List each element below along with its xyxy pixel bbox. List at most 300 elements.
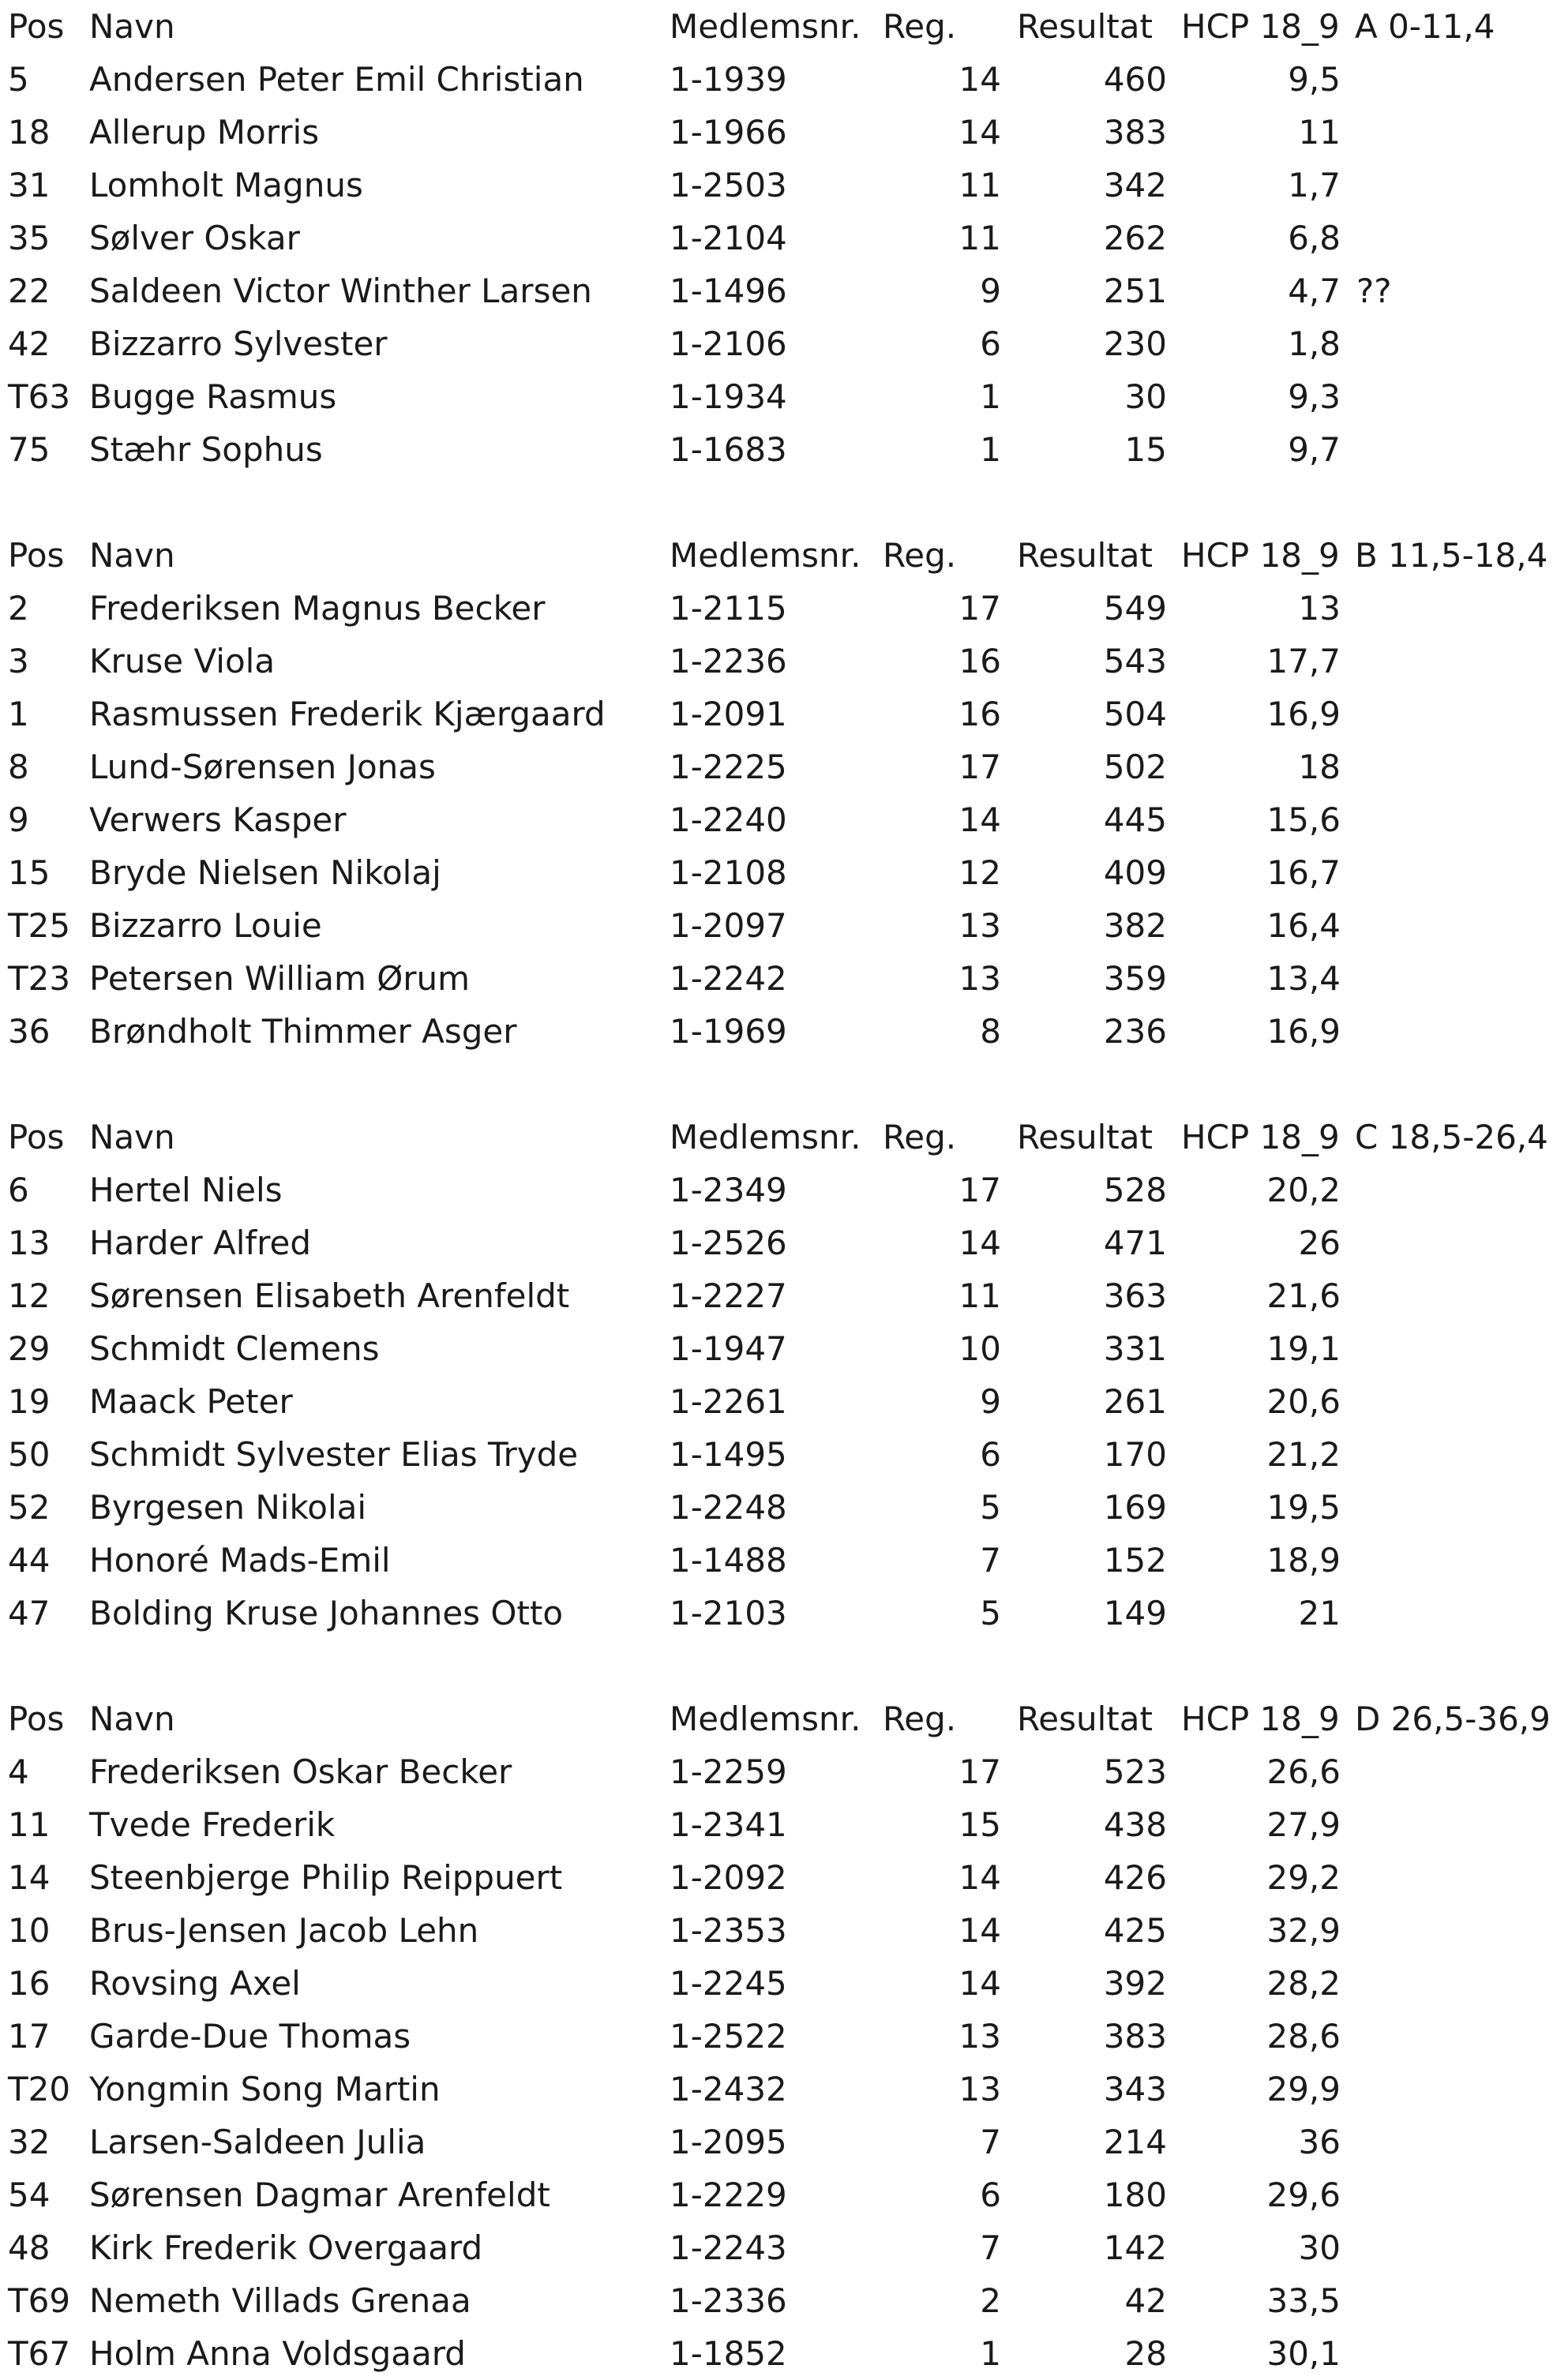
name-cell: Brus-Jensen Jacob Lehn (89, 1911, 479, 1950)
member-cell: 1-2091 (670, 695, 787, 733)
table-row (0, 423, 1553, 476)
result-cell: 383 (1103, 2017, 1167, 2056)
table-row (0, 53, 1553, 106)
result-cell: 142 (1103, 2228, 1167, 2267)
pos-cell: 47 (8, 1594, 51, 1632)
pos-cell: T69 (8, 2281, 71, 2320)
header-member: Medlemsnr. (670, 7, 861, 46)
reg-cell: 17 (958, 1752, 1001, 1791)
reg-cell: 11 (958, 1276, 1001, 1315)
result-cell: 342 (1103, 166, 1167, 204)
name-cell: Kruse Viola (89, 642, 276, 680)
table-row (0, 1904, 1553, 1957)
table-row (0, 212, 1553, 264)
hcp-cell: 26 (1298, 1224, 1341, 1262)
member-cell: 1-2242 (670, 959, 787, 998)
header-reg: Reg. (883, 1700, 957, 1738)
table-row (0, 2010, 1553, 2063)
table-row (0, 1481, 1553, 1534)
member-cell: 1-2115 (670, 589, 787, 628)
note-cell: ?? (1356, 272, 1392, 310)
pos-cell: 5 (8, 60, 29, 99)
member-cell: 1-2349 (670, 1171, 787, 1209)
name-cell: Frederiksen Oskar Becker (89, 1752, 512, 1791)
table-row (0, 2063, 1553, 2116)
member-cell: 1-2092 (670, 1858, 787, 1897)
header-result: Resultat (1017, 536, 1153, 575)
pos-cell: T67 (8, 2334, 71, 2373)
reg-cell: 7 (980, 2228, 1001, 2267)
result-cell: 251 (1103, 272, 1167, 310)
pos-cell: 52 (8, 1488, 51, 1527)
name-cell: Lomholt Magnus (89, 166, 363, 204)
table-row (0, 1269, 1553, 1322)
hcp-cell: 19,5 (1266, 1488, 1341, 1527)
header-row (0, 1692, 1553, 1745)
result-cell: 363 (1103, 1276, 1167, 1315)
result-cell: 236 (1103, 1012, 1167, 1051)
member-cell: 1-1496 (670, 272, 787, 310)
table-row (0, 1164, 1553, 1216)
header-hcp: HCP 18_9 (1181, 7, 1340, 46)
table-row (0, 582, 1553, 635)
header-reg: Reg. (883, 7, 957, 46)
reg-cell: 11 (958, 219, 1001, 257)
name-cell: Petersen William Ørum (89, 959, 471, 998)
reg-cell: 11 (958, 166, 1001, 204)
hcp-cell: 20,6 (1266, 1382, 1341, 1421)
reg-cell: 17 (958, 1171, 1001, 1209)
reg-cell: 14 (958, 60, 1001, 99)
hcp-cell: 17,7 (1266, 642, 1341, 680)
hcp-cell: 26,6 (1266, 1752, 1341, 1791)
name-cell: Bugge Rasmus (89, 377, 337, 416)
result-cell: 149 (1103, 1594, 1167, 1632)
hcp-cell: 28,6 (1266, 2017, 1341, 2056)
member-cell: 1-1934 (670, 377, 787, 416)
reg-cell: 16 (958, 695, 1001, 733)
table-row (0, 2116, 1553, 2168)
pos-cell: 9 (8, 800, 29, 839)
result-cell: 528 (1103, 1171, 1167, 1209)
hcp-cell: 36 (1298, 2123, 1341, 2161)
member-cell: 1-1966 (670, 113, 787, 152)
hcp-cell: 18 (1298, 748, 1341, 786)
result-cell: 180 (1103, 2176, 1167, 2214)
result-cell: 543 (1103, 642, 1167, 680)
member-cell: 1-2522 (670, 2017, 787, 2056)
name-cell: Lund-Sørensen Jonas (89, 748, 436, 786)
hcp-cell: 9,7 (1288, 430, 1341, 469)
member-cell: 1-1495 (670, 1435, 787, 1474)
table-row (0, 1005, 1553, 1058)
hcp-cell: 9,3 (1288, 377, 1341, 416)
member-cell: 1-2259 (670, 1752, 787, 1791)
reg-cell: 13 (958, 959, 1001, 998)
pos-cell: 15 (8, 853, 51, 892)
reg-cell: 16 (958, 642, 1001, 680)
result-cell: 30 (1124, 377, 1167, 416)
hcp-cell: 4,7 (1288, 272, 1341, 310)
table-row (0, 1534, 1553, 1587)
result-cell: 28 (1124, 2334, 1167, 2373)
pos-cell: 6 (8, 1171, 29, 1209)
result-cell: 15 (1124, 430, 1167, 469)
result-cell: 382 (1103, 906, 1167, 945)
table-row (0, 1851, 1553, 1904)
member-cell: 1-2227 (670, 1276, 787, 1315)
result-cell: 170 (1103, 1435, 1167, 1474)
class-label: B 11,5-18,4 (1355, 536, 1548, 575)
name-cell: Garde-Due Thomas (89, 2017, 411, 2056)
result-cell: 383 (1103, 113, 1167, 152)
result-cell: 262 (1103, 219, 1167, 257)
name-cell: Steenbjerge Philip Reippuert (89, 1858, 563, 1897)
result-cell: 331 (1103, 1329, 1167, 1368)
member-cell: 1-1947 (670, 1329, 787, 1368)
reg-cell: 6 (980, 1435, 1001, 1474)
name-cell: Kirk Frederik Overgaard (89, 2228, 483, 2267)
pos-cell: 50 (8, 1435, 51, 1474)
result-cell: 438 (1103, 1805, 1167, 1844)
pos-cell: 16 (8, 1964, 51, 2003)
result-cell: 230 (1103, 324, 1167, 363)
pos-cell: 17 (8, 2017, 51, 2056)
member-cell: 1-2245 (670, 1964, 787, 2003)
reg-cell: 14 (958, 1964, 1001, 2003)
table-row (0, 264, 1553, 317)
name-cell: Maack Peter (89, 1382, 293, 1421)
name-cell: Andersen Peter Emil Christian (89, 60, 584, 99)
header-reg: Reg. (883, 536, 957, 575)
class-label: A 0-11,4 (1355, 7, 1495, 46)
member-cell: 1-2503 (670, 166, 787, 204)
name-cell: Allerup Morris (89, 113, 320, 152)
name-cell: Schmidt Sylvester Elias Tryde (89, 1435, 579, 1474)
pos-cell: 75 (8, 430, 51, 469)
name-cell: Bizzarro Sylvester (89, 324, 388, 363)
pos-cell: T25 (8, 906, 71, 945)
table-row (0, 1375, 1553, 1428)
reg-cell: 15 (958, 1805, 1001, 1844)
reg-cell: 14 (958, 1858, 1001, 1897)
table-row (0, 159, 1553, 212)
reg-cell: 13 (958, 2070, 1001, 2108)
table-row (0, 1587, 1553, 1640)
member-cell: 1-2353 (670, 1911, 787, 1950)
member-cell: 1-1488 (670, 1541, 787, 1580)
name-cell: Hertel Niels (89, 1171, 283, 1209)
result-cell: 523 (1103, 1752, 1167, 1791)
reg-cell: 1 (980, 377, 1001, 416)
result-cell: 471 (1103, 1224, 1167, 1262)
hcp-cell: 29,9 (1266, 2070, 1341, 2108)
group-spacer (0, 1640, 1553, 1692)
class-group (0, 0, 1553, 476)
table-row (0, 106, 1553, 159)
result-cell: 409 (1103, 853, 1167, 892)
hcp-cell: 13,4 (1266, 959, 1341, 998)
pos-cell: 12 (8, 1276, 51, 1315)
header-hcp: HCP 18_9 (1181, 536, 1340, 575)
header-name: Navn (89, 536, 175, 575)
reg-cell: 7 (980, 2123, 1001, 2161)
name-cell: Yongmin Song Martin (89, 2070, 441, 2108)
reg-cell: 1 (980, 2334, 1001, 2373)
reg-cell: 14 (958, 800, 1001, 839)
table-row (0, 370, 1553, 423)
member-cell: 1-2103 (670, 1594, 787, 1632)
table-row (0, 2168, 1553, 2221)
class-group (0, 529, 1553, 1058)
hcp-cell: 28,2 (1266, 1964, 1341, 2003)
result-cell: 425 (1103, 1911, 1167, 1950)
table-row (0, 740, 1553, 793)
hcp-cell: 21,6 (1266, 1276, 1341, 1315)
member-cell: 1-2225 (670, 748, 787, 786)
group-spacer (0, 476, 1553, 529)
name-cell: Sørensen Elisabeth Arenfeldt (89, 1276, 570, 1315)
header-reg: Reg. (883, 1118, 957, 1156)
pos-cell: 13 (8, 1224, 51, 1262)
pos-cell: 42 (8, 324, 51, 363)
reg-cell: 12 (958, 853, 1001, 892)
class-label: C 18,5-26,4 (1355, 1118, 1548, 1156)
hcp-cell: 19,1 (1266, 1329, 1341, 1368)
reg-cell: 14 (958, 113, 1001, 152)
result-cell: 152 (1103, 1541, 1167, 1580)
table-row (0, 2274, 1553, 2327)
reg-cell: 14 (958, 1911, 1001, 1950)
result-cell: 549 (1103, 589, 1167, 628)
header-member: Medlemsnr. (670, 1700, 861, 1738)
hcp-cell: 13 (1298, 589, 1341, 628)
reg-cell: 17 (958, 589, 1001, 628)
name-cell: Verwers Kasper (89, 800, 347, 839)
header-name: Navn (89, 1118, 175, 1156)
pos-cell: 14 (8, 1858, 51, 1897)
header-pos: Pos (8, 536, 65, 575)
hcp-cell: 29,6 (1266, 2176, 1341, 2214)
table-row (0, 1322, 1553, 1375)
name-cell: Nemeth Villads Grenaa (89, 2281, 471, 2320)
table-row (0, 1216, 1553, 1269)
reg-cell: 13 (958, 2017, 1001, 2056)
pos-cell: 29 (8, 1329, 51, 1368)
hcp-cell: 29,2 (1266, 1858, 1341, 1897)
hcp-cell: 21,2 (1266, 1435, 1341, 1474)
reg-cell: 7 (980, 1541, 1001, 1580)
name-cell: Rovsing Axel (89, 1964, 301, 2003)
hcp-cell: 27,9 (1266, 1805, 1341, 1844)
pos-cell: 32 (8, 2123, 51, 2161)
member-cell: 1-2106 (670, 324, 787, 363)
header-member: Medlemsnr. (670, 536, 861, 575)
pos-cell: T23 (8, 959, 71, 998)
name-cell: Rasmussen Frederik Kjærgaard (89, 695, 606, 733)
hcp-cell: 9,5 (1288, 60, 1341, 99)
result-cell: 445 (1103, 800, 1167, 839)
pos-cell: 11 (8, 1805, 51, 1844)
name-cell: Brøndholt Thimmer Asger (89, 1012, 517, 1051)
result-cell: 169 (1103, 1488, 1167, 1527)
header-result: Resultat (1017, 1118, 1153, 1156)
table-row (0, 317, 1553, 370)
member-cell: 1-1683 (670, 430, 787, 469)
table-row (0, 2221, 1553, 2274)
member-cell: 1-2432 (670, 2070, 787, 2108)
header-result: Resultat (1017, 7, 1153, 46)
member-cell: 1-2104 (670, 219, 787, 257)
header-pos: Pos (8, 1118, 65, 1156)
pos-cell: 31 (8, 166, 51, 204)
hcp-cell: 1,7 (1288, 166, 1341, 204)
header-member: Medlemsnr. (670, 1118, 861, 1156)
group-spacer (0, 1058, 1553, 1111)
table-row (0, 846, 1553, 899)
member-cell: 1-2243 (670, 2228, 787, 2267)
header-name: Navn (89, 7, 175, 46)
reg-cell: 10 (958, 1329, 1001, 1368)
hcp-cell: 32,9 (1266, 1911, 1341, 1950)
name-cell: Stæhr Sophus (89, 430, 323, 469)
reg-cell: 1 (980, 430, 1001, 469)
member-cell: 1-2108 (670, 853, 787, 892)
class-group (0, 1692, 1553, 2380)
name-cell: Sørensen Dagmar Arenfeldt (89, 2176, 550, 2214)
result-cell: 426 (1103, 1858, 1167, 1897)
result-cell: 214 (1103, 2123, 1167, 2161)
pos-cell: 4 (8, 1752, 29, 1791)
header-hcp: HCP 18_9 (1181, 1118, 1340, 1156)
table-row (0, 1798, 1553, 1851)
table-row (0, 899, 1553, 952)
name-cell: Tvede Frederik (89, 1805, 336, 1844)
member-cell: 1-2261 (670, 1382, 787, 1421)
result-cell: 502 (1103, 748, 1167, 786)
reg-cell: 6 (980, 324, 1001, 363)
member-cell: 1-2526 (670, 1224, 787, 1262)
reg-cell: 9 (980, 272, 1001, 310)
hcp-cell: 16,7 (1266, 853, 1341, 892)
pos-cell: T63 (8, 377, 71, 416)
result-cell: 359 (1103, 959, 1167, 998)
name-cell: Bolding Kruse Johannes Otto (89, 1594, 564, 1632)
header-pos: Pos (8, 7, 65, 46)
name-cell: Bizzarro Louie (89, 906, 322, 945)
reg-cell: 9 (980, 1382, 1001, 1421)
reg-cell: 17 (958, 748, 1001, 786)
member-cell: 1-2229 (670, 2176, 787, 2214)
pos-cell: 48 (8, 2228, 51, 2267)
member-cell: 1-2336 (670, 2281, 787, 2320)
hcp-cell: 18,9 (1266, 1541, 1341, 1580)
pos-cell: 35 (8, 219, 51, 257)
name-cell: Frederiksen Magnus Becker (89, 589, 546, 628)
reg-cell: 14 (958, 1224, 1001, 1262)
table-row (0, 635, 1553, 688)
hcp-cell: 16,9 (1266, 695, 1341, 733)
pos-cell: 8 (8, 748, 29, 786)
result-cell: 42 (1124, 2281, 1167, 2320)
reg-cell: 13 (958, 906, 1001, 945)
header-pos: Pos (8, 1700, 65, 1738)
pos-cell: 44 (8, 1541, 51, 1580)
header-result: Resultat (1017, 1700, 1153, 1738)
header-name: Navn (89, 1700, 175, 1738)
pos-cell: 54 (8, 2176, 51, 2214)
table-row (0, 1745, 1553, 1798)
name-cell: Holm Anna Voldsgaard (89, 2334, 466, 2373)
member-cell: 1-1852 (670, 2334, 787, 2373)
result-cell: 392 (1103, 1964, 1167, 2003)
hcp-cell: 16,9 (1266, 1012, 1341, 1051)
member-cell: 1-2248 (670, 1488, 787, 1527)
header-row (0, 0, 1553, 53)
table-row (0, 688, 1553, 740)
hcp-cell: 16,4 (1266, 906, 1341, 945)
hcp-cell: 21 (1298, 1594, 1341, 1632)
pos-cell: 1 (8, 695, 29, 733)
result-cell: 504 (1103, 695, 1167, 733)
reg-cell: 5 (980, 1594, 1001, 1632)
hcp-cell: 1,8 (1288, 324, 1341, 363)
name-cell: Larsen-Saldeen Julia (89, 2123, 426, 2161)
pos-cell: 18 (8, 113, 51, 152)
name-cell: Saldeen Victor Winther Larsen (89, 272, 592, 310)
member-cell: 1-1969 (670, 1012, 787, 1051)
name-cell: Byrgesen Nikolai (89, 1488, 367, 1527)
result-cell: 460 (1103, 60, 1167, 99)
member-cell: 1-2240 (670, 800, 787, 839)
reg-cell: 2 (980, 2281, 1001, 2320)
pos-cell: 10 (8, 1911, 51, 1950)
reg-cell: 8 (980, 1012, 1001, 1051)
pos-cell: 22 (8, 272, 51, 310)
member-cell: 1-2095 (670, 2123, 787, 2161)
pos-cell: 19 (8, 1382, 51, 1421)
name-cell: Bryde Nielsen Nikolaj (89, 853, 441, 892)
table-row (0, 952, 1553, 1005)
name-cell: Harder Alfred (89, 1224, 311, 1262)
result-cell: 343 (1103, 2070, 1167, 2108)
hcp-cell: 30 (1298, 2228, 1341, 2267)
name-cell: Honoré Mads-Emil (89, 1541, 391, 1580)
hcp-cell: 30,1 (1266, 2334, 1341, 2373)
member-cell: 1-2236 (670, 642, 787, 680)
hcp-cell: 15,6 (1266, 800, 1341, 839)
member-cell: 1-2097 (670, 906, 787, 945)
member-cell: 1-1939 (670, 60, 787, 99)
hcp-cell: 20,2 (1266, 1171, 1341, 1209)
member-cell: 1-2341 (670, 1805, 787, 1844)
hcp-cell: 6,8 (1288, 219, 1341, 257)
class-group (0, 1111, 1553, 1640)
table-row (0, 1957, 1553, 2010)
name-cell: Sølver Oskar (89, 219, 300, 257)
pos-cell: T20 (8, 2070, 71, 2108)
hcp-cell: 11 (1298, 113, 1341, 152)
pos-cell: 36 (8, 1012, 51, 1051)
header-row (0, 1111, 1553, 1164)
header-hcp: HCP 18_9 (1181, 1700, 1340, 1738)
reg-cell: 5 (980, 1488, 1001, 1527)
class-label: D 26,5-36,9 (1355, 1700, 1551, 1738)
pos-cell: 3 (8, 642, 29, 680)
hcp-cell: 33,5 (1266, 2281, 1341, 2320)
name-cell: Schmidt Clemens (89, 1329, 380, 1368)
table-row (0, 793, 1553, 846)
